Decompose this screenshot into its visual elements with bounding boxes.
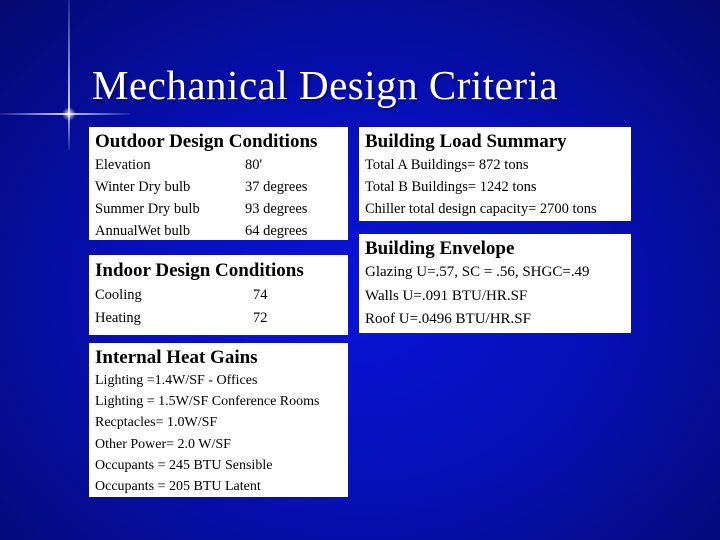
row-label: Cooling	[95, 287, 142, 303]
card-heading: Outdoor Design Conditions	[95, 131, 318, 152]
table-row	[95, 220, 342, 242]
list-item: Chiller total design capacity= 2700 tons	[365, 201, 597, 217]
list-item: Occupants = 205 BTU Latent	[95, 479, 261, 495]
row-value: 64 degrees	[245, 223, 308, 239]
slide-title: Mechanical Design Criteria	[92, 62, 559, 109]
list-item: Total A Buildings= 872 tons	[365, 157, 529, 173]
table-row	[95, 154, 342, 176]
internal-heat-gains-card	[89, 343, 348, 497]
row-value: 80'	[245, 157, 263, 173]
row-label: Summer Dry bulb	[95, 201, 200, 217]
card-heading: Building Envelope	[365, 238, 515, 259]
decorative-sparkle-icon	[62, 107, 76, 121]
card-heading: Building Load Summary	[365, 131, 567, 152]
table-row	[95, 176, 342, 198]
row-value: 37 degrees	[245, 179, 308, 195]
list-item: Total B Buildings= 1242 tons	[365, 179, 537, 195]
card-heading: Indoor Design Conditions	[95, 260, 304, 281]
card-heading: Internal Heat Gains	[95, 347, 258, 368]
indoor-design-conditions-card	[89, 255, 348, 335]
table-row	[95, 284, 342, 307]
row-label: AnnualWet bulb	[95, 223, 191, 239]
table-row	[95, 198, 342, 220]
list-item: Other Power= 2.0 W/SF	[95, 436, 231, 452]
row-label: Heating	[95, 310, 141, 326]
building-envelope-card	[359, 234, 631, 333]
table-row	[95, 307, 342, 330]
outdoor-design-conditions-card	[89, 127, 348, 240]
list-item: Roof U=.0496 BTU/HR.SF	[365, 311, 531, 327]
row-label: Winter Dry bulb	[95, 179, 191, 195]
row-value: 93 degrees	[245, 201, 308, 217]
list-item: Glazing U=.57, SC = .56, SHGC=.49	[365, 264, 590, 280]
building-load-summary-card	[359, 127, 631, 221]
list-item: Lighting =1.4W/SF - Offices	[95, 373, 258, 388]
row-label: Elevation	[95, 157, 151, 173]
list-item: Recptacles= 1.0W/SF	[95, 415, 218, 431]
list-item: Walls U=.091 BTU/HR.SF	[365, 287, 528, 304]
list-item: Occupants = 245 BTU Sensible	[95, 457, 273, 473]
row-value: 74	[253, 287, 268, 303]
decorative-vertical-line	[68, 0, 70, 150]
list-item: Lighting = 1.5W/SF Conference Rooms	[95, 394, 320, 410]
row-value: 72	[253, 310, 268, 326]
